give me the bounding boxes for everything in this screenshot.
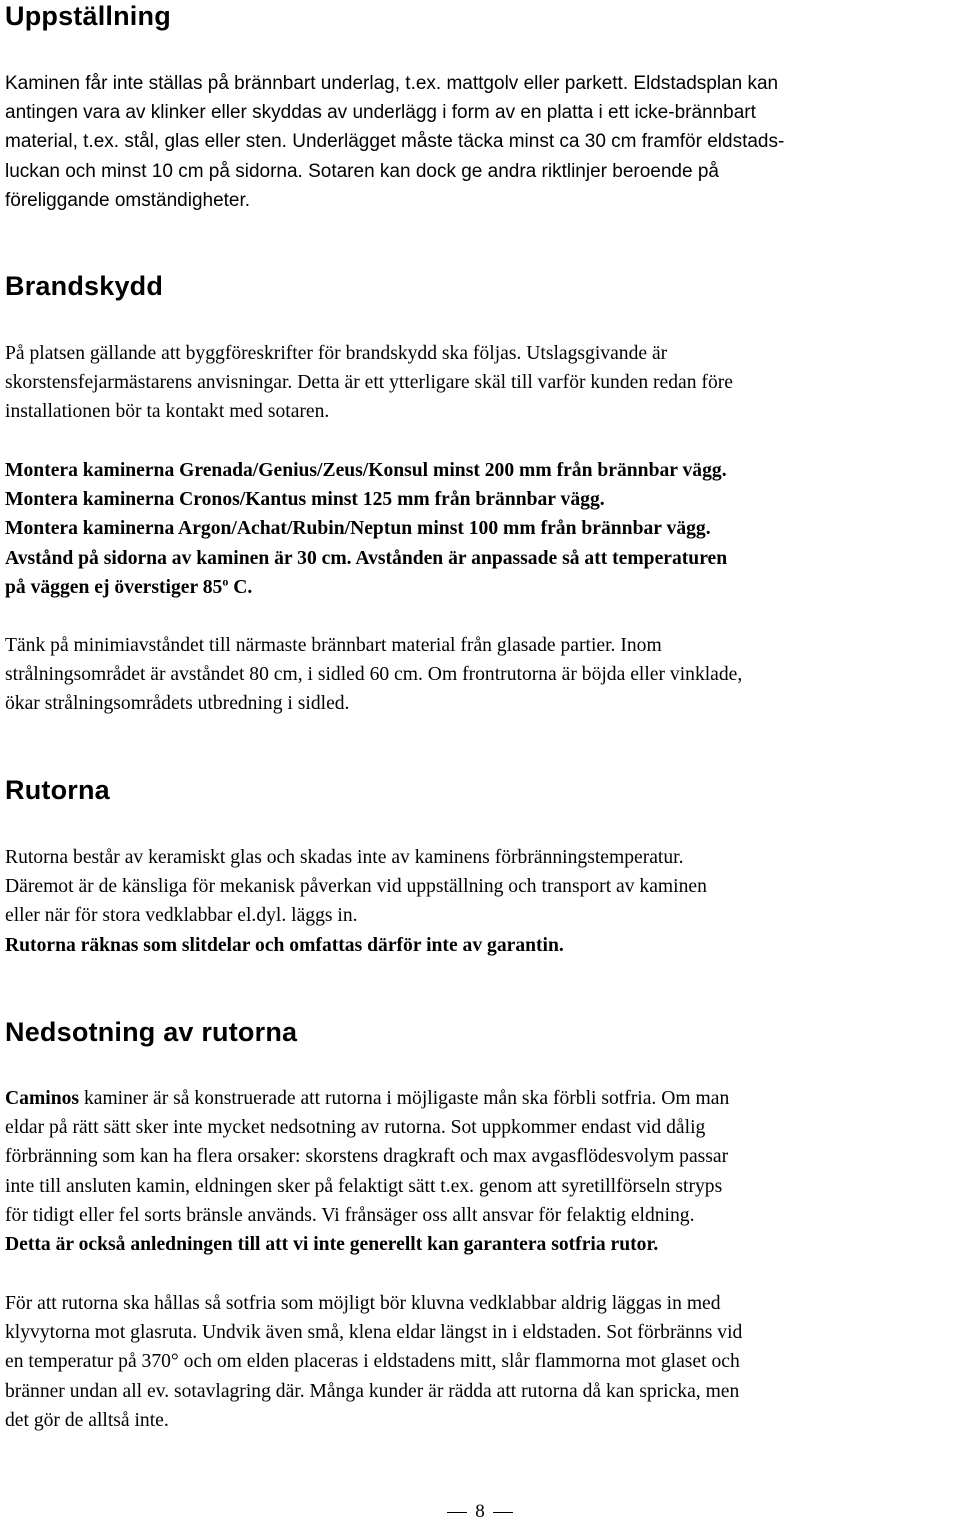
text-line: ökar strålningsområdets utbredning i sidled. [5,693,350,715]
text-line: För att rutorna ska hållas så sotfria som möjligt bör kluvna vedklabbar aldrig läggas in med [5,1293,721,1314]
bold-line: Montera kaminerna Grenada/Genius/Zeus/Konsul minst 200 mm från brännbar vägg. [5,460,727,481]
text-line: Tänk på minimiavståndet till närmaste brännbart material från glasade partier. Inom [5,635,662,656]
montera-last-pre: på väggen ej överstiger 85 [5,576,223,598]
heading-uppstallning: Uppställning [5,1,171,31]
montera-last-post: C. [228,576,253,598]
dash-right [493,1512,513,1514]
paragraph-minimiavstand [5,631,742,719]
brand-name: Caminos [5,1088,80,1109]
dash-left [447,1512,467,1514]
text-line: det gör de alltså inte. [5,1409,169,1431]
heading-brandskydd: Brandskydd [5,271,164,301]
text-line: Däremot är de känsliga för mekanisk påverkan vid uppställning och transport av kaminen [5,876,707,898]
text-line: eller när för stora vedklabbar el.dyl. läggs in. [5,905,358,927]
bold-line: Montera kaminerna Cronos/Kantus minst 125 mm från brännbar vägg. [5,489,605,511]
text-line: skorstensfejarmästarens anvisningar. Detta är ett ytterligare skäl till varför kunden redan före [5,372,733,394]
text-line: luckan och minst 10 cm på sidorna. Sotaren kan dock ge andra riktlinjer beroende på [5,160,719,182]
page-footer [0,1500,960,1524]
bold-line: Rutorna räknas som slitdelar och omfattas därför inte av garantin. [5,934,564,956]
bold-line: Montera kaminerna Argon/Achat/Rubin/Neptun minst 100 mm från brännbar vägg. [5,518,711,540]
bold-line: Avstånd på sidorna av kaminen är 30 cm. Avstånden är anpassade så att temperaturen [5,547,728,569]
bold-line: Detta är också anledningen till att vi inte generellt kan garantera sotfria rutor. [5,1234,659,1256]
text-line: förbränning som kan ha flera orsaker: skorstens dragkraft och max avgasflödesvolym passar [5,1146,729,1168]
text-line: eldar på rätt sätt sker inte mycket nedsotning av rutorna. Sot uppkommer endast vid dålig [5,1117,706,1139]
text-line: installationen bör ta kontakt med sotaren. [5,401,330,423]
text-line: föreliggande omständigheter. [5,189,251,211]
text-line: för tidigt eller fel sorts bränsle används. Vi frånsäger oss allt ansvar för felaktig eldning. [5,1204,695,1226]
paragraph-brandskydd [5,339,733,427]
page-number: 8 [475,1501,485,1522]
paragraph-uppstallning [5,69,784,215]
paragraph-rutorna [5,843,707,960]
text-line: material, t.ex. stål, glas eller sten. Underlägget måste täcka minst ca 30 cm framför eldstads- [5,131,785,153]
paragraph-montera [5,456,727,602]
degree-superscript: o [222,574,229,589]
heading-nedsotning: Nedsotning av rutorna [5,1017,298,1047]
paragraph-nedsotning [5,1084,729,1259]
paragraph-sotfria-rutor [5,1289,742,1435]
text-line: en temperatur på 370° och om elden placeras i eldstadens mitt, slår flammorna mot glaset och [5,1351,740,1373]
text-line: antingen vara av klinker eller skyddas av underlägg i form av en platta i ett icke-brännbart [5,102,756,124]
text-line: bränner undan all ev. sotavlagring där. Många kunder är rädda att rutorna då kan spricka, men [5,1380,740,1402]
text-line: inte till ansluten kamin, eldningen sker på felaktigt sätt t.ex. genom att syretillförseln stryps [5,1175,723,1197]
text-line: Rutorna består av keramiskt glas och skadas inte av kaminens förbränningstemperatur. [5,847,684,868]
text-line: klyvytorna mot glasruta. Undvik även små, klena eldar längst in i eldstaden. Sot förbränns vid [5,1322,743,1344]
text-line [5,1084,729,1113]
bold-line [5,573,727,602]
heading-rutorna: Rutorna [5,775,110,805]
text-line: Kaminen får inte ställas på brännbart underlag, t.ex. mattgolv eller parkett. Eldstadsplan kan [5,73,779,94]
text-line: strålningsområdet är avståndet 80 cm, i sidled 60 cm. Om frontrutorna är böjda eller vinklade, [5,664,743,686]
text-line: På platsen gällande att byggföreskrifter för brandskydd ska följas. Utslagsgivande är [5,343,668,364]
first-line-rest: kaminer är så konstruerade att rutorna i möjligaste mån ska förbli sotfria. Om man [79,1088,730,1109]
